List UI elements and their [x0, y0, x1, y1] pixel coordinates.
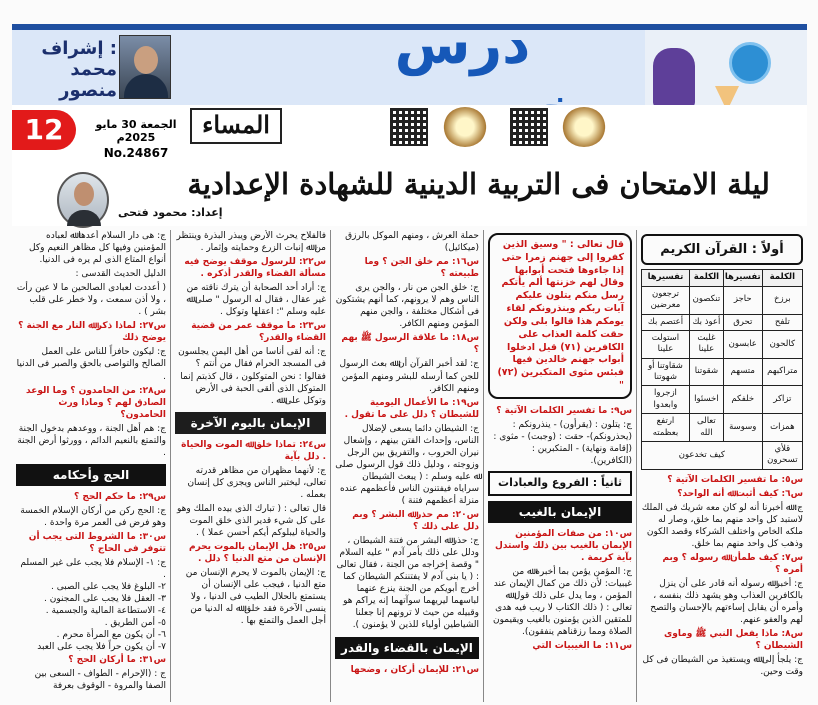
vocab-cell: تلفح	[762, 314, 802, 330]
vocab-cell: ترجعون معرضين	[642, 286, 690, 314]
supervisor-name: محمد منصور	[59, 59, 117, 101]
answer: ج: يلجأ إلى ﷲ ويستغيذ من الشيطان فى كل وقت وحين.	[642, 655, 803, 678]
vocab-cell: تزاكر	[762, 386, 802, 414]
question: س٣٠: ما الشروط التى يجب أن تتوفر فى الحاج ؟	[28, 532, 166, 555]
section-heading: الإيمان باليوم الآخرة	[175, 412, 326, 434]
answer: ج: المؤمن يؤمن بما أخبره ﷲ من غيبيات: لأن ذلك من كمال الإيمان عند المؤمن ، وما يدل على ذلك قول ﷲ تعالى : ( ذلك الكتاب لا ريب فيه هدى للمتقين الذين يؤمنون بالغيب ويقيمون الصلاة ومما رزقناهم ينفقون).	[493, 566, 632, 638]
vocab-cell: تنكصون	[689, 286, 723, 314]
vocab-cell: وسوسة	[723, 414, 762, 442]
vocab-cell: تعالى الله	[689, 414, 723, 442]
question: س٢٣: ما موقف عمر من قضية القضاء والقدر؟	[191, 321, 326, 344]
vocab-cell: حاجز	[723, 286, 762, 314]
vocab-cell: اخسئوا	[689, 386, 723, 414]
vocab-header-cell: الكلمة	[689, 270, 723, 286]
paragraph: فالفلاح يحرث الأرض ويبذر البذرة وينتظر من ﷲ إنبات الزرع وحمايته وإثمار .	[176, 231, 326, 254]
section-heading: الحج وأحكامه	[16, 464, 166, 486]
avatar-body	[67, 210, 101, 226]
answer: ج : (الإحرام - الطواف - السعى بين الصفا والمروة - الوقوف بعرفة	[34, 668, 166, 691]
question: س٢١: للإيمان أركان ، وضحها	[350, 664, 479, 675]
vocab-cell: تحرق	[723, 314, 762, 330]
question: س١١: ما الغيبيات التي	[532, 641, 632, 652]
byline: إعداد: محمود فتحى	[118, 206, 223, 219]
vocab-row	[642, 441, 803, 469]
vocab-title: أولاً : القرآن الكريم	[641, 234, 803, 265]
qr-code-icon	[390, 108, 428, 146]
paragraph: حملة العرش ، ومنهم الموكل بالرزق (ميكائيل)	[345, 231, 479, 254]
vocab-header-cell: تفسيرها	[723, 270, 762, 286]
student-icon	[653, 48, 695, 108]
question: س٥: ما تفسير الكلمات الآتية ؟	[667, 474, 803, 485]
vocab-cell: متراكبهم	[762, 358, 802, 386]
answer: ج: الشيطان دائما يسعى لإضلال الناس، وإحداث الفتن بينهم ، وإشعال نيران الحروب ، والتفريق بين الرجل وزوجته ، ودليل ذلك قول الرسول صلى ﷲ عليه وسلم : ( يبعث الشيطان سراياه فيفتنون الناس فأعظمهم عنده منزلة أعظمهم فتنة )	[335, 423, 479, 506]
vocab-row	[642, 286, 803, 314]
paragraph: قال تعالى : ( تبارك الذى بيده الملك وهو على كل شيء قدير الذى خلق الموت والحياة ليبلوكم أيكم أحسن عملا ) .	[177, 503, 326, 539]
supervisor-photo	[119, 35, 171, 99]
vocab-cell: ارتفع بعظمته	[642, 414, 690, 442]
column-2	[484, 230, 636, 704]
section-heading: الإيمان بالغيب	[488, 501, 632, 523]
vocab-row	[642, 314, 803, 330]
supervisor-label: إشراف :	[41, 38, 117, 59]
vocab-row	[642, 414, 803, 442]
photo-shoulders	[124, 74, 168, 98]
vocab-cell: عابسون	[723, 330, 762, 358]
list-item: ٥- أمن الطريق .	[104, 618, 166, 629]
author-avatar	[57, 172, 109, 228]
banner-title: درس	[394, 12, 531, 76]
question: س٩: ما تفسير الكلمات الآتية ؟	[496, 405, 632, 416]
question: س٧: كيف طمأن ﷲ رسوله ؟ وبم أمره ؟	[662, 552, 803, 575]
question: س٢٨: من الحامدون ؟ وما الوعد الصادق لهم ؟ وماذا ورث الحامدون؟	[26, 385, 166, 420]
vocab-cell: كالحون	[762, 330, 802, 358]
issue-code: No.24867	[103, 146, 169, 160]
answer: ج: لقد أخبر القرآن أن ﷲ بعث الرسول للجن كما أرسله للبشر ومنهم المؤمن ومنهم الكافر.	[339, 359, 479, 394]
column-3	[331, 230, 483, 704]
vocab-cell: ازجروا وابعدوا	[642, 386, 690, 414]
vocab-header-cell: الكلمة	[762, 270, 802, 286]
section-heading: ثانياً : الفروع والعبادات	[488, 471, 632, 496]
globe-icon	[729, 42, 771, 84]
answer: ج: أخبر ﷲ رسوله أنه قادر على أن ينزل بالكافرين العذاب وهو يشهد ذلك بنفسه ، وأمره أن يقابل إساءتهم بالإحسان والتصح لهم والعفو عنهم.	[650, 579, 803, 626]
column-1	[637, 230, 807, 704]
vocab-cell: كيف تخدعون	[642, 441, 763, 469]
vocab-cell: شقاوتنا أو شهوتنا	[642, 358, 690, 386]
section-heading: الإيمان بالقضاء والقدر	[335, 637, 479, 659]
answer: ج: خلق الجن من نار ، والجن يرى الناس وهم لا يرونهم، كما أنهم يشتكون فى أشكال مختلفة ، والجن منهم المؤمن ومنهم الكافر.	[335, 283, 479, 330]
vocab-row	[642, 330, 803, 358]
newspaper-logo: المساء	[190, 108, 282, 144]
question: س٢٥: هل الإيمان بالموت يحرم الإنسان من متع الدنيا ؟ دلل .	[188, 542, 326, 565]
question: س١٩: ما الأعمال اليومية للشيطان ؟ دلل على ما تقول .	[344, 397, 479, 420]
question: س٢٢: للرسول موقف يوضح فيه مسألة القضاء والقدر أذكره .	[184, 257, 326, 280]
vocab-cell: متسهم	[723, 358, 762, 386]
article-headline: ليلة الامتحان فى التربية الدينية للشهادة الإعدادية	[187, 167, 770, 201]
paragraph: الدليل الحديث القدسى :	[75, 269, 166, 280]
answer: ج: أنه لقى أناسا من أهل اليمن يجلسون فى المسجد الحرام فقال من أنتم ؟ فقالوا : نحن المتوكلون ، قال كذبتم إنما المتوكل الذى ألقى الحبة فى الأرض وتوكل على ﷲ .	[178, 347, 326, 406]
vocab-header-cell: تفسيرها	[642, 270, 690, 286]
answer: ج: هم أهل الجنة ، ووعدهم بدخول الجنة والتمتع بالنعيم الدائم ، وورثوا أرض الجنة .	[17, 423, 166, 458]
list-item: ٤- الاستطاعة المالية والجسمية .	[45, 606, 166, 617]
question: س٢٤: تماذا خلق ﷲ الموت والحياة . دلل بآية	[181, 439, 326, 462]
list-item: ٦- أن يكون مع المرأة محرم .	[56, 630, 166, 641]
question: س١٨: ما علاقة الرسول ﷺ بهم ؟	[341, 333, 479, 356]
vocab-cell: غلبت علينا	[689, 330, 723, 358]
quran-verse-box: قال تعالى : " وسيق الذين كفروا إلى جهنم زمرا حتى إذا جاءوها فتحت أبوابها وقال لهم خزنتها ألم يأتكم رسل منكم يتلون عليكم آيات ربكم وينذرونكم لقاء يومكم هذا قالوا بلى ولكن حقت كلمة العذاب على الكافرين (٧١) قيل ادخلوا أبواب جهنم خالدين فيها فبئس مثوى المتكبرين (٧٢) "	[488, 233, 632, 399]
answer: ج: الحج ركن من أركان الإسلام الخمسة وهو فرض فى العمر مرة واحدة .	[20, 505, 166, 529]
list-item: ٣- العقل فلا يجب على المجنون .	[44, 594, 166, 605]
supervisor-block	[12, 30, 117, 105]
vocab-cell: أعوذ بك	[689, 314, 723, 330]
question: س٢٩: ما حكم الحج ؟	[74, 491, 166, 502]
question: س١٠: من صفات المؤمنين الإيمان بالغيب بين ذلك واستدل بآية كريمة .	[495, 528, 632, 563]
question: س٢٧: لماذا ذكر ﷲ النار مع الجنة ؟ يوضح ذلك	[18, 321, 166, 344]
vocab-row	[642, 358, 803, 386]
vocab-cell: شقوتنا	[689, 358, 723, 386]
list-item: ٢- البلوغ فلا يجب على الصبى .	[50, 582, 166, 593]
paragraph: ( أعددت لعبادى الصالحين ما لا عين رأت ، ولا أذن سمعت ، ولا خطر على قلب بشر ) .	[16, 283, 166, 318]
list-item: ج: ١- الإسلام فلا يجب على غير المسلم .	[20, 558, 166, 581]
vocab-cell: خلفكم	[723, 386, 762, 414]
answer: ج: لأنهما مظهران من مظاهر قدرته تعالى، ليختبر الناس ويجزى كل إنسان بعمله .	[187, 465, 326, 500]
vocab-cell: أعتصم بك	[642, 314, 690, 330]
photo-face	[134, 46, 158, 74]
question: س٦: كيف أثبت ﷲ أنه الواحد؟	[677, 488, 803, 499]
column-4	[171, 230, 330, 704]
qr-code-icon	[510, 108, 548, 146]
question: س٣١: ما أركان الحج ؟	[68, 654, 166, 665]
answer: ج: ليكون حافزاً للناس على العمل الصالح والتواصى بالحق والصبر فى الدنيا .	[16, 347, 166, 382]
answer: ج: حذر ﷲ البشر من فتنة الشيطان ، ودلل على ذلك بأمر آدم " عليه السلام " وقصة إخراجه من الجنة ، فقال تعالى : ( يا بنى آدم لا يفتننكم الشيطان كما أخرج أبويكم من الجنة ينزع عنهما لباسهما ليريهما سوآتهما إنه يراكم هو وقبيله من حيث لا ترونهم إنا جعلنا الشياطين أولياء للذين لا يؤمنون ).	[336, 536, 479, 631]
column-5	[12, 230, 170, 704]
question: س٢٠: مم حذر ﷲ البشر ؟ وبم دلل على ذلك ؟	[352, 510, 479, 533]
ornament-icon	[562, 107, 606, 147]
answer: ج: أراد أحد الصحابة أن يترك ناقته من غير عقال ، فقال له الرسول " صلى ﷲ عليه وسلم ": اعقلها وتوكل .	[186, 283, 326, 318]
vocab-cell: همزات	[762, 414, 802, 442]
vocab-cell: استولت علينا	[642, 330, 690, 358]
question: س١٦: مم خلق الجن ؟ وما طبيعته ؟	[364, 257, 479, 280]
paragraph: ج: هى دار السلام أعدها ﷲ لعباده المؤمنين وفيها كل مظاهر النعيم وكل أنواع المتاع الذى لم يره فى الدنيا.	[29, 231, 166, 266]
answer: ج: يتلون : (يقرأون) - ينذرونكم : (يحذرونكم)- حقت : (وجبت) - مثوى : (إقامة ونهاية) - المتكبرين : (الكافرين).	[493, 419, 632, 466]
answer: ج: ﷲ أخبرنا أنه لو كان معه شريك فى الملك لاستبد كل واحد منهم بما خلق، وصار له ملكه الخاص واختلف الشركاء وقصد الكون وذهب كل واحد منهم بما خلق.	[641, 502, 803, 549]
vocab-cell: برزخ	[762, 286, 802, 314]
vocab-cell: قلأي تسحرون	[762, 441, 802, 469]
vocab-header-row	[642, 270, 803, 286]
vocab-table	[641, 269, 803, 469]
list-item: ٧- أن يكون حراً فلا يجب على العبد	[37, 642, 166, 653]
issue-date	[86, 118, 186, 160]
ornament-icon	[443, 107, 487, 147]
date-text: الجمعة 30 مايو 2025م	[95, 118, 177, 144]
requirements-list	[16, 557, 166, 653]
issue-number-badge: 12	[12, 110, 76, 150]
vocab-row	[642, 386, 803, 414]
avatar-head	[74, 182, 94, 206]
question: س٨: ماذا يفعل النبي ﷺ وماوى الشيطان ؟	[664, 629, 803, 652]
answer: ج: الإيمان بالموت لا يحرم الإنسان من متع الدنيا ، فيجب على الإنسان أن يستمتع بالحلال الطيب فى الدنيا ، ولا ينسى الآخرة فقد خلق ﷲ له الدنيا من أجل العمل والتمتع بها .	[185, 568, 326, 627]
